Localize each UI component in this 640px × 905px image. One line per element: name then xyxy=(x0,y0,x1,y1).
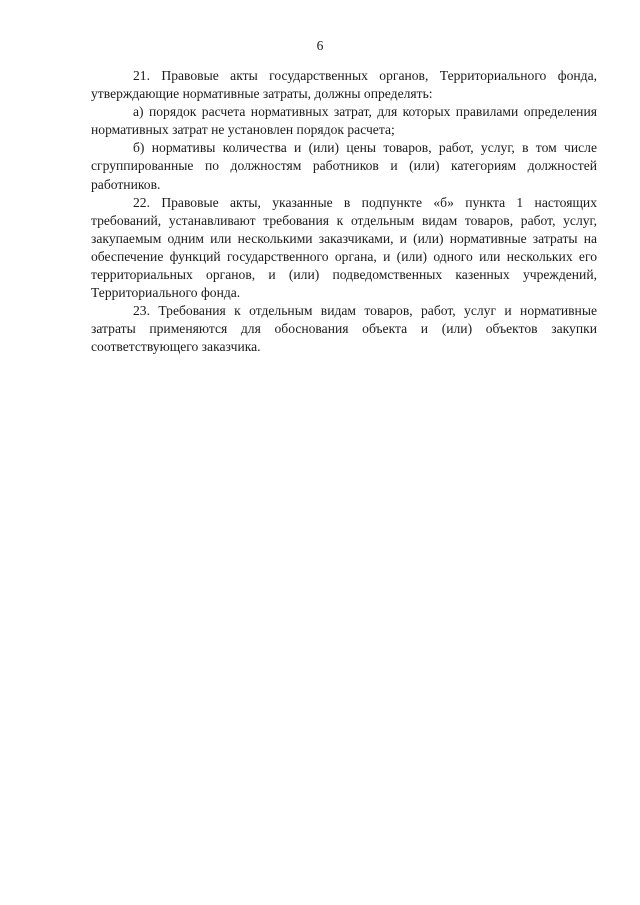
paragraph-23: 23. Требования к отдельным видам товаров, работ, услуг и нормативные затраты применяются для обоснования объекта и (или) объектов закупки соответствующего заказчика. xyxy=(91,303,597,355)
document-body xyxy=(91,67,597,357)
paragraph-21: 21. Правовые акты государственных органов, Территориального фонда, утверждающие нормативные затраты, должны определять: xyxy=(91,68,597,102)
paragraph-21-a: а) порядок расчета нормативных затрат, для которых правилами определения нормативных затрат не установлен порядок расчета; xyxy=(91,104,597,138)
paragraph-22: 22. Правовые акты, указанные в подпункте «б» пункта 1 настоящих требований, устанавливают требования к отдельным видам товаров, работ, услуг, закупаемым одним или несколькими заказчиками, и (или) нормативные затраты на обеспечение функций государственного органа, и (или) одного или нескольких его территориальных органов, и (или) подведомственных казенных учреждений, Территориального фонда. xyxy=(91,194,597,301)
paragraph-21-b: б) нормативы количества и (или) цены товаров, работ, услуг, в том числе сгруппированные по должностям работников и (или) категориям должностей работников. xyxy=(91,140,597,192)
page-number: 6 xyxy=(316,38,324,53)
